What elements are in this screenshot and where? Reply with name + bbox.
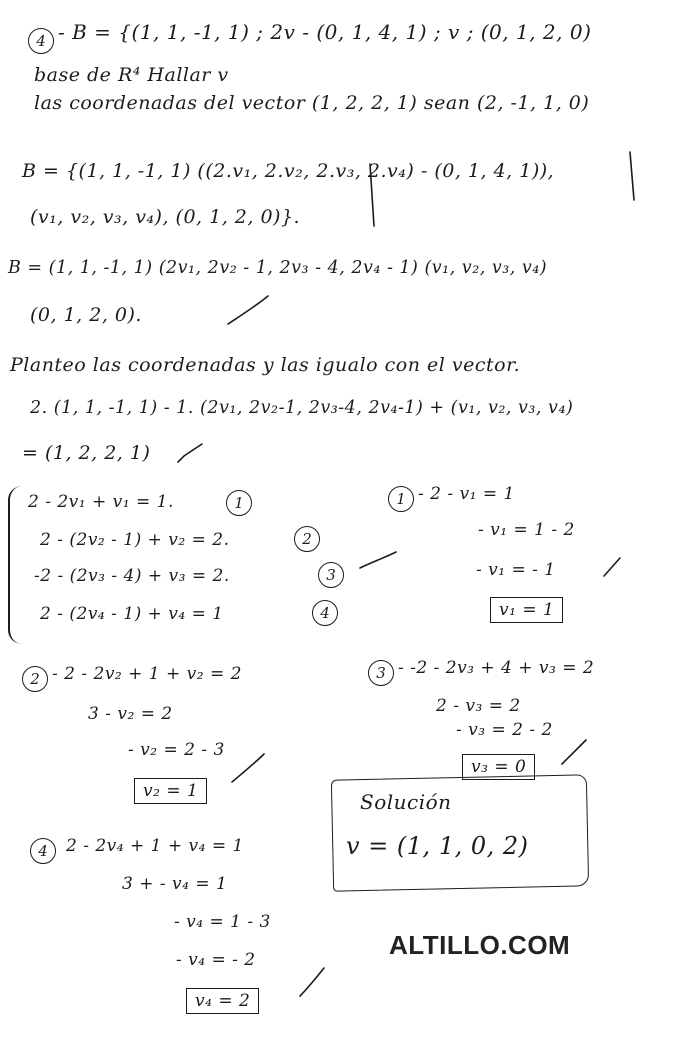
setup-line-3: B = (1, 1, -1, 1) (2v₁, 2v₂ - 1, 2v₃ - 4, 2v₄ - 1) (v₁, v₂, v₃, v₄) bbox=[8, 258, 548, 278]
bracket-mark bbox=[630, 152, 634, 200]
solve3-label: 3 bbox=[368, 660, 394, 686]
watermark-text: ALTILLO.COM bbox=[389, 930, 571, 960]
checkmark-icon bbox=[300, 968, 324, 996]
problem-line-2: base de R⁴ Hallar v bbox=[34, 64, 229, 86]
solve1-line-1: - 2 - v₁ = 1 bbox=[418, 484, 515, 504]
solve1-line-2: - v₁ = 1 - 2 bbox=[478, 520, 575, 540]
system-label-1: 1 bbox=[226, 490, 252, 516]
checkmark-icon bbox=[232, 754, 264, 782]
checkmark-icon bbox=[360, 552, 396, 568]
solve2-line-3: - v₂ = 2 - 3 bbox=[128, 740, 225, 760]
problem-number: 4 bbox=[28, 28, 54, 54]
checkmark-icon bbox=[562, 740, 586, 764]
system-eq-1: 2 - 2v₁ + v₁ = 1. bbox=[28, 492, 174, 512]
solution-equation: v = (1, 1, 0, 2) bbox=[346, 832, 529, 860]
checkmark-icon bbox=[178, 444, 202, 462]
solve2-line-2: 3 - v₂ = 2 bbox=[88, 704, 173, 724]
solution-title: Solución bbox=[360, 790, 452, 814]
statement-line-2: 2. (1, 1, -1, 1) - 1. (2v₁, 2v₂-1, 2v₃-4, 2v₄-1) + (v₁, v₂, v₃, v₄) bbox=[30, 398, 574, 418]
solve4-line-4: - v₄ = - 2 bbox=[176, 950, 256, 970]
solve4-label: 4 bbox=[30, 838, 56, 864]
solve3-result: v₃ = 0 bbox=[462, 754, 535, 780]
bracket-mark bbox=[370, 164, 374, 226]
solve2-result: v₂ = 1 bbox=[134, 778, 207, 804]
solve3-line-3: - v₃ = 2 - 2 bbox=[456, 720, 553, 740]
setup-line-2: (v₁, v₂, v₃, v₄), (0, 1, 2, 0)}. bbox=[30, 206, 301, 228]
solve4-line-1: 2 - 2v₄ + 1 + v₄ = 1 bbox=[66, 836, 244, 856]
solve1-label: 1 bbox=[388, 486, 414, 512]
solve3-line-1: - -2 - 2v₃ + 4 + v₃ = 2 bbox=[398, 658, 595, 678]
setup-line-4: (0, 1, 2, 0). bbox=[30, 304, 142, 326]
solve1-result: v₁ = 1 bbox=[490, 597, 563, 623]
system-eq-4: 2 - (2v₄ - 1) + v₄ = 1 bbox=[40, 604, 224, 624]
system-label-3: 3 bbox=[318, 562, 344, 588]
solve2-line-1: - 2 - 2v₂ + 1 + v₂ = 2 bbox=[52, 664, 242, 684]
system-eq-2: 2 - (2v₂ - 1) + v₂ = 2. bbox=[40, 530, 230, 550]
solve1-line-3: - v₁ = - 1 bbox=[476, 560, 556, 580]
statement-line-1: Planteo las coordenadas y las igualo con el vector. bbox=[10, 354, 521, 376]
system-label-2: 2 bbox=[294, 526, 320, 552]
solve2-label: 2 bbox=[22, 666, 48, 692]
setup-line-1: B = {(1, 1, -1, 1) ((2.v₁, 2.v₂, 2.v₃, 2.v₄) - (0, 1, 4, 1)), bbox=[22, 160, 555, 182]
solve4-line-3: - v₄ = 1 - 3 bbox=[174, 912, 271, 932]
system-label-4: 4 bbox=[312, 600, 338, 626]
solve4-result: v₄ = 2 bbox=[186, 988, 259, 1014]
statement-line-3: = (1, 2, 2, 1) bbox=[22, 442, 151, 464]
system-eq-3: -2 - (2v₃ - 4) + v₃ = 2. bbox=[34, 566, 230, 586]
solve3-line-2: 2 - v₃ = 2 bbox=[436, 696, 521, 716]
problem-line-3: las coordenadas del vector (1, 2, 2, 1) sean (2, -1, 1, 0) bbox=[34, 92, 590, 114]
checkmark-icon bbox=[228, 296, 268, 324]
problem-line-1: - B = {(1, 1, -1, 1) ; 2v - (0, 1, 4, 1) ; v ; (0, 1, 2, 0) bbox=[58, 20, 592, 44]
solve4-line-2: 3 + - v₄ = 1 bbox=[122, 874, 228, 894]
checkmark-icon bbox=[604, 558, 620, 576]
